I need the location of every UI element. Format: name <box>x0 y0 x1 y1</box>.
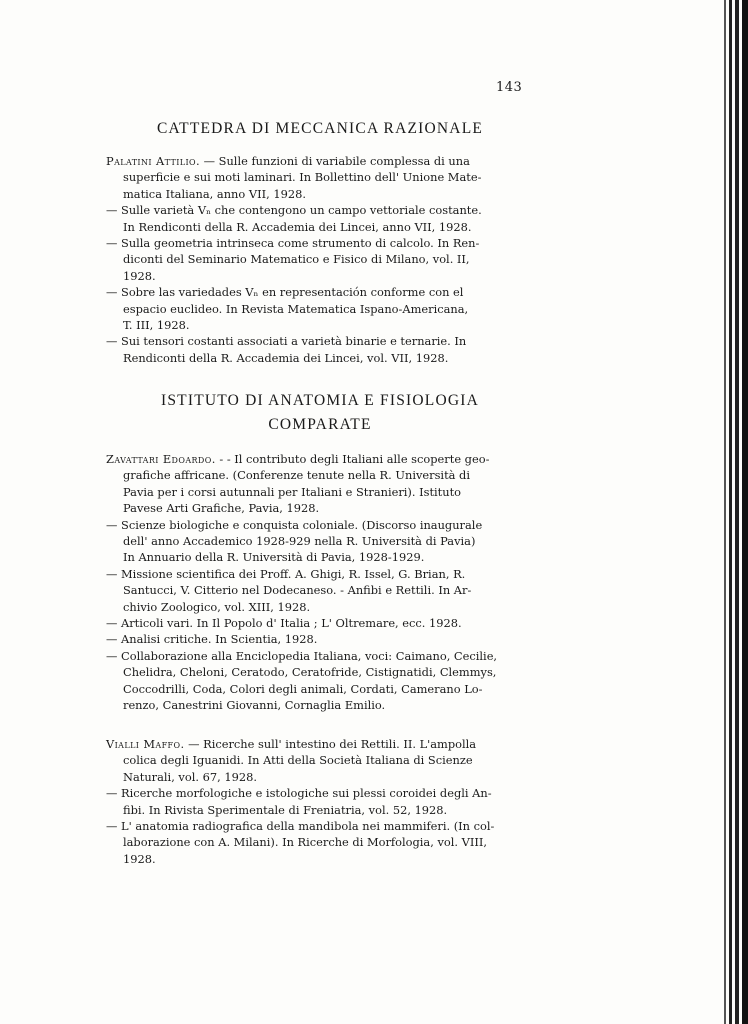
entry-line: fibi. In Rivista Sperimentale di Freniatria, vol. 52, 1928. <box>123 802 448 817</box>
entry-line: — Sulle varietà Vₙ che contengono un campo vettoriale costante. <box>106 203 482 218</box>
entry-text: — Ricerche sull' intestino dei Rettili. II. L'ampolla <box>188 737 477 751</box>
entry-zavattari <box>106 451 532 714</box>
entry-line: chivio Zoologico, vol. XIII, 1928. <box>123 599 311 614</box>
entry-line: Chelidra, Cheloni, Ceratodo, Ceratofride, Cistignatidi, Clemmys, <box>123 665 497 680</box>
section-heading-meccanica: CATTEDRA DI MECCANICA RAZIONALE <box>156 120 484 137</box>
entry-line: Santucci, V. Citterio nel Dodecaneso. - Anfibi e Rettili. In Ar- <box>123 583 472 598</box>
entry-palatini <box>106 153 532 366</box>
entry-line: — Articoli vari. In Il Popolo d' Italia ; L' Oltremare, ecc. 1928. <box>106 616 462 631</box>
entry-line: superficie e sui moti laminari. In Bollettino dell' Unione Mate- <box>123 170 482 185</box>
entry-line <box>106 451 532 467</box>
entry-line: 1928. <box>123 851 156 866</box>
entry-line: diconti del Seminario Matematico e Fisico di Milano, vol. II, <box>123 252 470 267</box>
entry-line: — Analisi critiche. In Scientia, 1928. <box>106 632 318 647</box>
entry-line: dell' anno Accademico 1928-929 nella R. Università di Pavia) <box>123 534 476 549</box>
entry-line: — Sui tensori costanti associati a varietà binarie e ternarie. In <box>106 334 467 349</box>
entry-line: T. III, 1928. <box>123 318 190 333</box>
page-edge-shadow <box>729 0 732 1024</box>
entry-line: renzo, Canestrini Giovanni, Cornaglia Emilio. <box>123 698 386 713</box>
entry-line: — Missione scientifica dei Proff. A. Ghigi, R. Issel, G. Brian, R. <box>106 566 466 581</box>
entry-line: In Rendiconti della R. Accademia dei Lincei, anno VII, 1928. <box>123 219 472 234</box>
entry-line: — L' anatomia radiografica della mandibola nei mammiferi. (In col- <box>106 819 495 834</box>
entry-line: — Sobre las variedades Vₙ en representación conforme con el <box>106 285 464 300</box>
author-name: Palatini Attilio. <box>106 154 201 168</box>
entry-line: Pavia per i corsi autunnali per Italiani e Stranieri). Istituto <box>123 484 462 499</box>
entry-line: grafiche affricane. (Conferenze tenute nella R. Università di <box>123 468 470 483</box>
page-edge-shadow <box>742 0 748 1024</box>
author-name: Vialli Maffo. <box>106 737 185 751</box>
entry-line: Pavese Arti Grafiche, Pavia, 1928. <box>123 501 320 516</box>
page-edge-shadow <box>724 0 726 1024</box>
entry-line: Naturali, vol. 67, 1928. <box>123 769 257 784</box>
entry-text: — Sulle funzioni di variabile complessa di una <box>203 154 470 168</box>
entry-line: 1928. <box>123 268 156 283</box>
entry-line: laborazione con A. Milani). In Ricerche di Morfologia, vol. VIII, <box>123 835 487 850</box>
entry-line <box>106 736 532 752</box>
section-heading-anatomia: ISTITUTO DI ANATOMIA E FISIOLOGIA <box>160 392 480 409</box>
entry-line: espacio euclideo. In Revista Matematica Ispano-Americana, <box>123 301 469 316</box>
page-edge-shadow <box>735 0 739 1024</box>
entry-line: In Annuario della R. Università di Pavia, 1928-1929. <box>123 550 425 565</box>
page-number: 143 <box>496 80 523 95</box>
entry-line: Rendiconti della R. Accademia dei Lincei, vol. VII, 1928. <box>123 350 449 365</box>
entry-text: - - Il contributo degli Italiani alle scoperte geo- <box>219 452 490 466</box>
entry-line: — Sulla geometria intrinseca come strumento di calcolo. In Ren- <box>106 236 480 251</box>
author-name: Zavattari Edoardo. <box>106 452 216 466</box>
section-heading-anatomia-cont: COMPARATE <box>268 416 372 433</box>
entry-line: colica degli Iguanidi. In Atti della Società Italiana di Scienze <box>123 753 473 768</box>
entry-line: Coccodrilli, Coda, Colori degli animali, Cordati, Camerano Lo- <box>123 681 483 696</box>
entry-line: — Ricerche morfologiche e istologiche sui plessi coroidei degli An- <box>106 786 492 801</box>
entry-line <box>106 153 532 169</box>
entry-vialli <box>106 736 532 867</box>
entry-line: — Scienze biologiche e conquista coloniale. (Discorso inaugurale <box>106 517 483 532</box>
entry-line: — Collaborazione alla Enciclopedia Italiana, voci: Caimano, Cecilie, <box>106 648 498 663</box>
entry-line: matica Italiana, anno VII, 1928. <box>123 186 306 201</box>
